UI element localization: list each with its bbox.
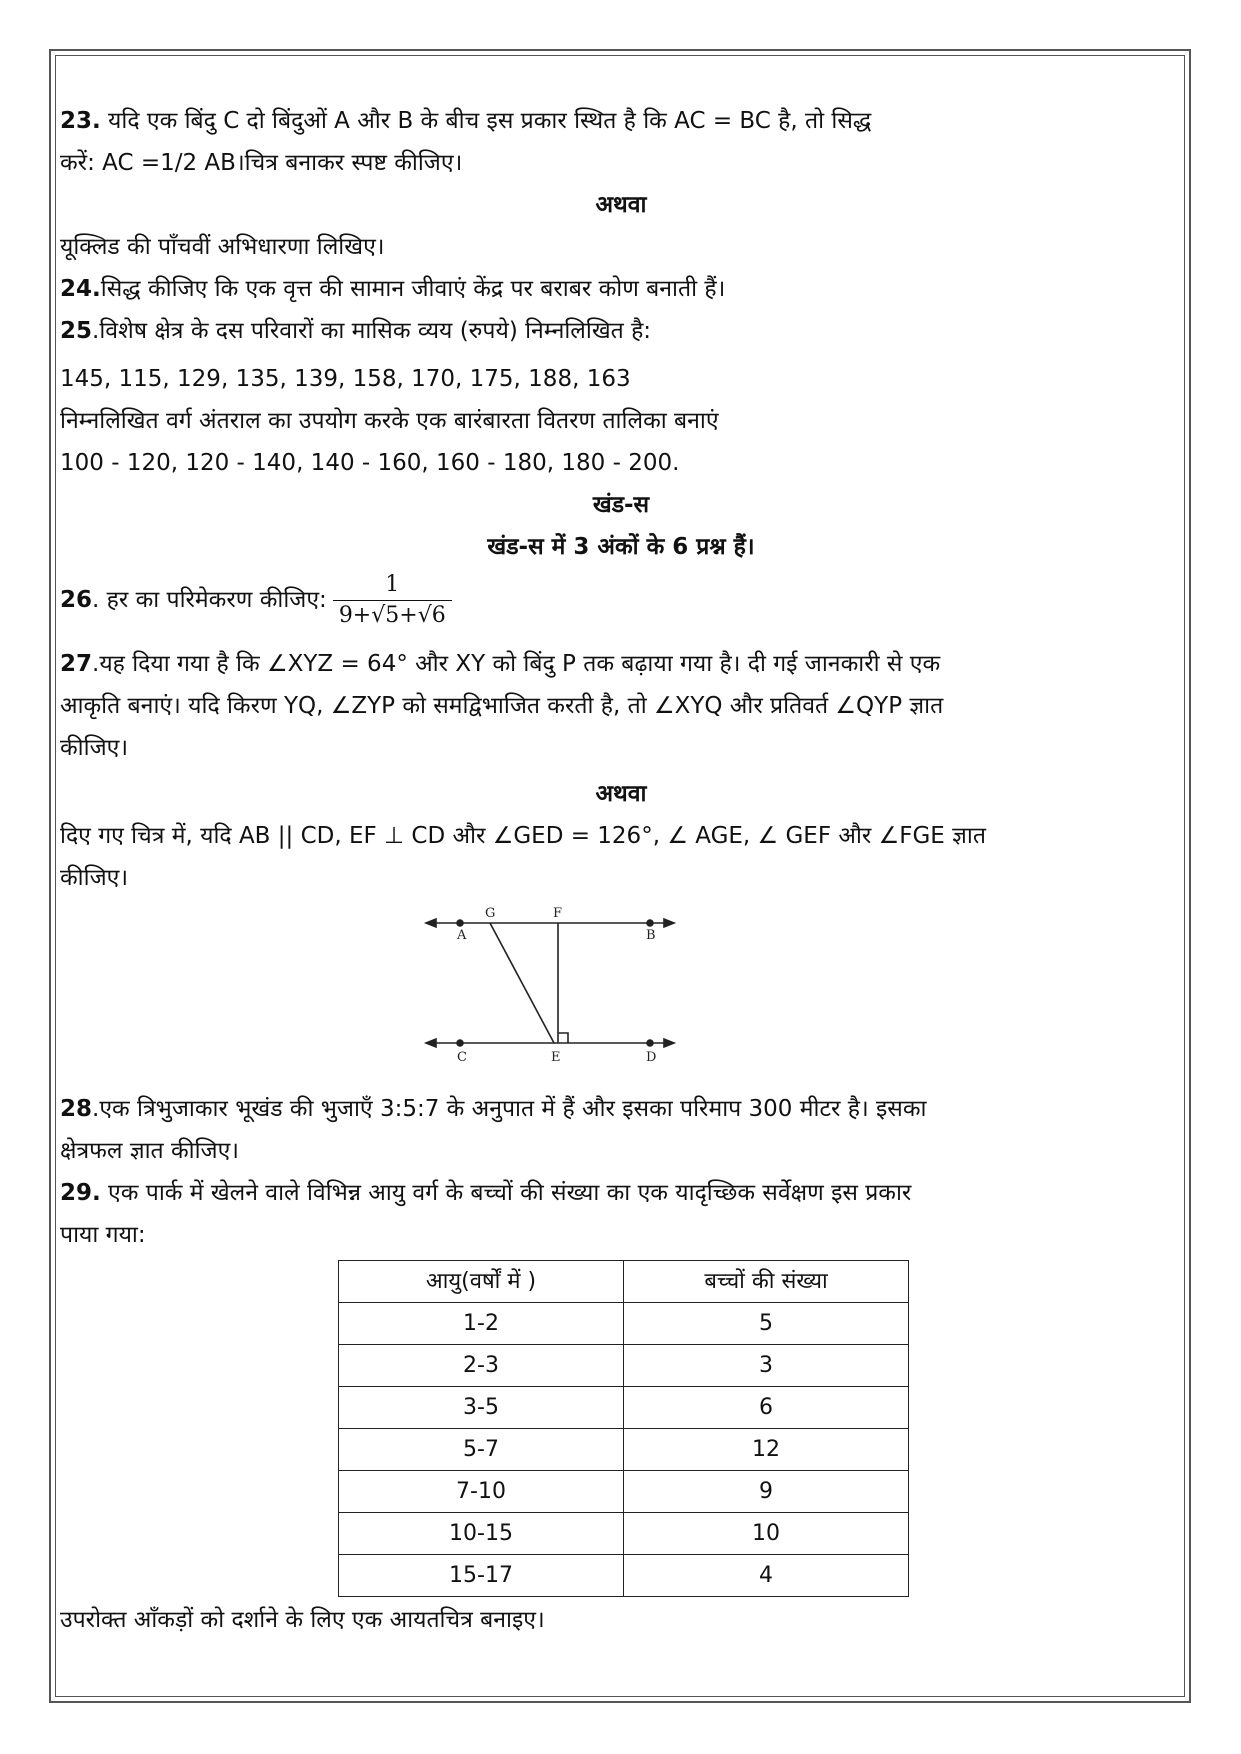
table-row <box>339 1387 909 1429</box>
label-e: E <box>551 1050 561 1065</box>
arrow-left-cd <box>426 1039 436 1047</box>
q23-line1 <box>60 100 1182 142</box>
q29-line1 <box>60 1172 1182 1214</box>
q25-instruction: निम्नलिखित वर्ग अंतराल का उपयोग करके एक बारंबारता वितरण तालिका बनाएं <box>60 408 719 434</box>
arrow-left-ab <box>426 919 436 927</box>
q23-number: 23. <box>60 108 101 134</box>
q25-intervals: 100 - 120, 120 - 140, 140 - 160, 160 - 180, 180 - 200. <box>60 450 680 476</box>
table-header-row <box>339 1261 909 1303</box>
table-cell: 10-15 <box>339 1513 624 1555</box>
q28-line2: क्षेत्रफल ज्ञात कीजिए। <box>60 1138 240 1164</box>
q29-closing: उपरोक्त आँकड़ों को दर्शाने के लिए एक आयतचित्र बनाइए। <box>60 1607 545 1633</box>
q28-text: .एक त्रिभुजाकार भूखंड की भुजाएँ 3:5:7 के अनुपात में हैं और इसका परिमाप 300 मीटर है। इसका <box>92 1096 927 1122</box>
fraction-numerator: 1 <box>333 570 452 601</box>
table-cell: 10 <box>624 1513 909 1555</box>
parallel-lines-figure <box>420 903 680 1078</box>
q27-line2: आकृति बनाएं। यदि किरण YQ, ∠ZYP को समद्विभाजित करती है, तो ∠XYQ और प्रतिवर्त ∠QYP ज्ञात <box>60 693 944 719</box>
q28-line1 <box>60 1088 1182 1130</box>
table-header: बच्चों की संख्या <box>624 1261 909 1303</box>
q29-text: एक पार्क में खेलने वाले विभिन्न आयु वर्ग के बच्चों की संख्या का एक यादृच्छिक सर्वेक्षण इस प्रकार <box>100 1180 912 1206</box>
point-b <box>647 920 653 926</box>
table-row <box>339 1429 909 1471</box>
table-cell: 7-10 <box>339 1471 624 1513</box>
q23-alt: यूक्लिड की पाँचवीं अभिधारणा लिखिए। <box>60 234 385 260</box>
q25-data: 145, 115, 129, 135, 139, 158, 170, 175, 188, 163 <box>60 366 631 392</box>
q26-line <box>60 570 1182 631</box>
question-content <box>60 100 1182 1641</box>
q25-text: .विशेष क्षेत्र के दस परिवारों का मासिक व्यय (रुपये) निम्नलिखित है: <box>92 318 652 344</box>
table-cell: 5 <box>624 1303 909 1345</box>
arrow-right-cd <box>664 1039 674 1047</box>
q27-or: अथवा <box>595 781 647 807</box>
table-cell: 5-7 <box>339 1429 624 1471</box>
table-cell: 1-2 <box>339 1303 624 1345</box>
table-cell: 3-5 <box>339 1387 624 1429</box>
q26-number: 26 <box>60 587 93 613</box>
q27-alt1: दिए गए चित्र में, यदि AB || CD, EF ⊥ CD और ∠GED = 126°, ∠ AGE, ∠ GEF और ∠FGE ज्ञात <box>60 823 986 849</box>
section-subtitle: खंड-स में 3 अंकों के 6 प्रश्न हैं। <box>487 534 755 560</box>
q23-line2: करें: AC =1/2 AB।चित्र बनाकर स्पष्ट कीजिए। <box>60 150 463 176</box>
point-d <box>647 1040 653 1046</box>
label-f: F <box>553 906 563 921</box>
q29-number: 29. <box>60 1180 101 1206</box>
q27-alt2: कीजिए। <box>60 865 129 891</box>
q24-number: 24. <box>60 276 101 302</box>
q26-fraction <box>333 570 452 631</box>
arrow-right-ab <box>664 919 674 927</box>
q23-text: यदि एक बिंदु C दो बिंदुओं A और B के बीच इस प्रकार स्थित है कि AC = BC है, तो सिद्ध <box>100 108 872 134</box>
label-a: A <box>457 928 467 943</box>
label-g: G <box>485 906 496 921</box>
table-row <box>339 1555 909 1597</box>
point-a <box>457 920 463 926</box>
q24-line <box>60 268 1182 310</box>
table-row <box>339 1345 909 1387</box>
q25-number: 25 <box>60 318 93 344</box>
table-cell: 4 <box>624 1555 909 1597</box>
q26-text: . हर का परिमेकरण कीजिए: <box>92 587 327 613</box>
q27-line1 <box>60 643 1182 685</box>
label-b: B <box>646 928 656 943</box>
label-c: C <box>457 1050 467 1065</box>
q29-line2: पाया गया: <box>60 1222 146 1248</box>
q24-text: सिद्ध कीजिए कि एक वृत्त की सामान जीवाएं केंद्र पर बराबर कोण बनाती हैं। <box>100 276 726 302</box>
table-cell: 6 <box>624 1387 909 1429</box>
q23-or: अथवा <box>595 192 647 218</box>
point-c <box>457 1040 463 1046</box>
q27-line3: कीजिए। <box>60 735 129 761</box>
right-angle-mark <box>558 1033 568 1043</box>
q27-text: .यह दिया गया है कि ∠XYZ = 64° और XY को बिंदु P तक बढ़ाया गया है। दी गई जानकारी से एक <box>92 651 941 677</box>
q25-line <box>60 310 1182 352</box>
age-table <box>338 1260 909 1597</box>
q28-number: 28 <box>60 1096 93 1122</box>
fraction-denominator: 9+√5+√6 <box>338 603 446 628</box>
table-cell: 12 <box>624 1429 909 1471</box>
table-cell: 2-3 <box>339 1345 624 1387</box>
segment-ge <box>490 923 554 1043</box>
table-row <box>339 1513 909 1555</box>
table-row <box>339 1471 909 1513</box>
q27-number: 27 <box>60 651 93 677</box>
table-cell: 3 <box>624 1345 909 1387</box>
table-cell: 9 <box>624 1471 909 1513</box>
table-header: आयु(वर्षों में ) <box>339 1261 624 1303</box>
label-d: D <box>646 1050 657 1065</box>
table-row <box>339 1303 909 1345</box>
section-title: खंड-स <box>592 492 650 518</box>
table-cell: 15-17 <box>339 1555 624 1597</box>
